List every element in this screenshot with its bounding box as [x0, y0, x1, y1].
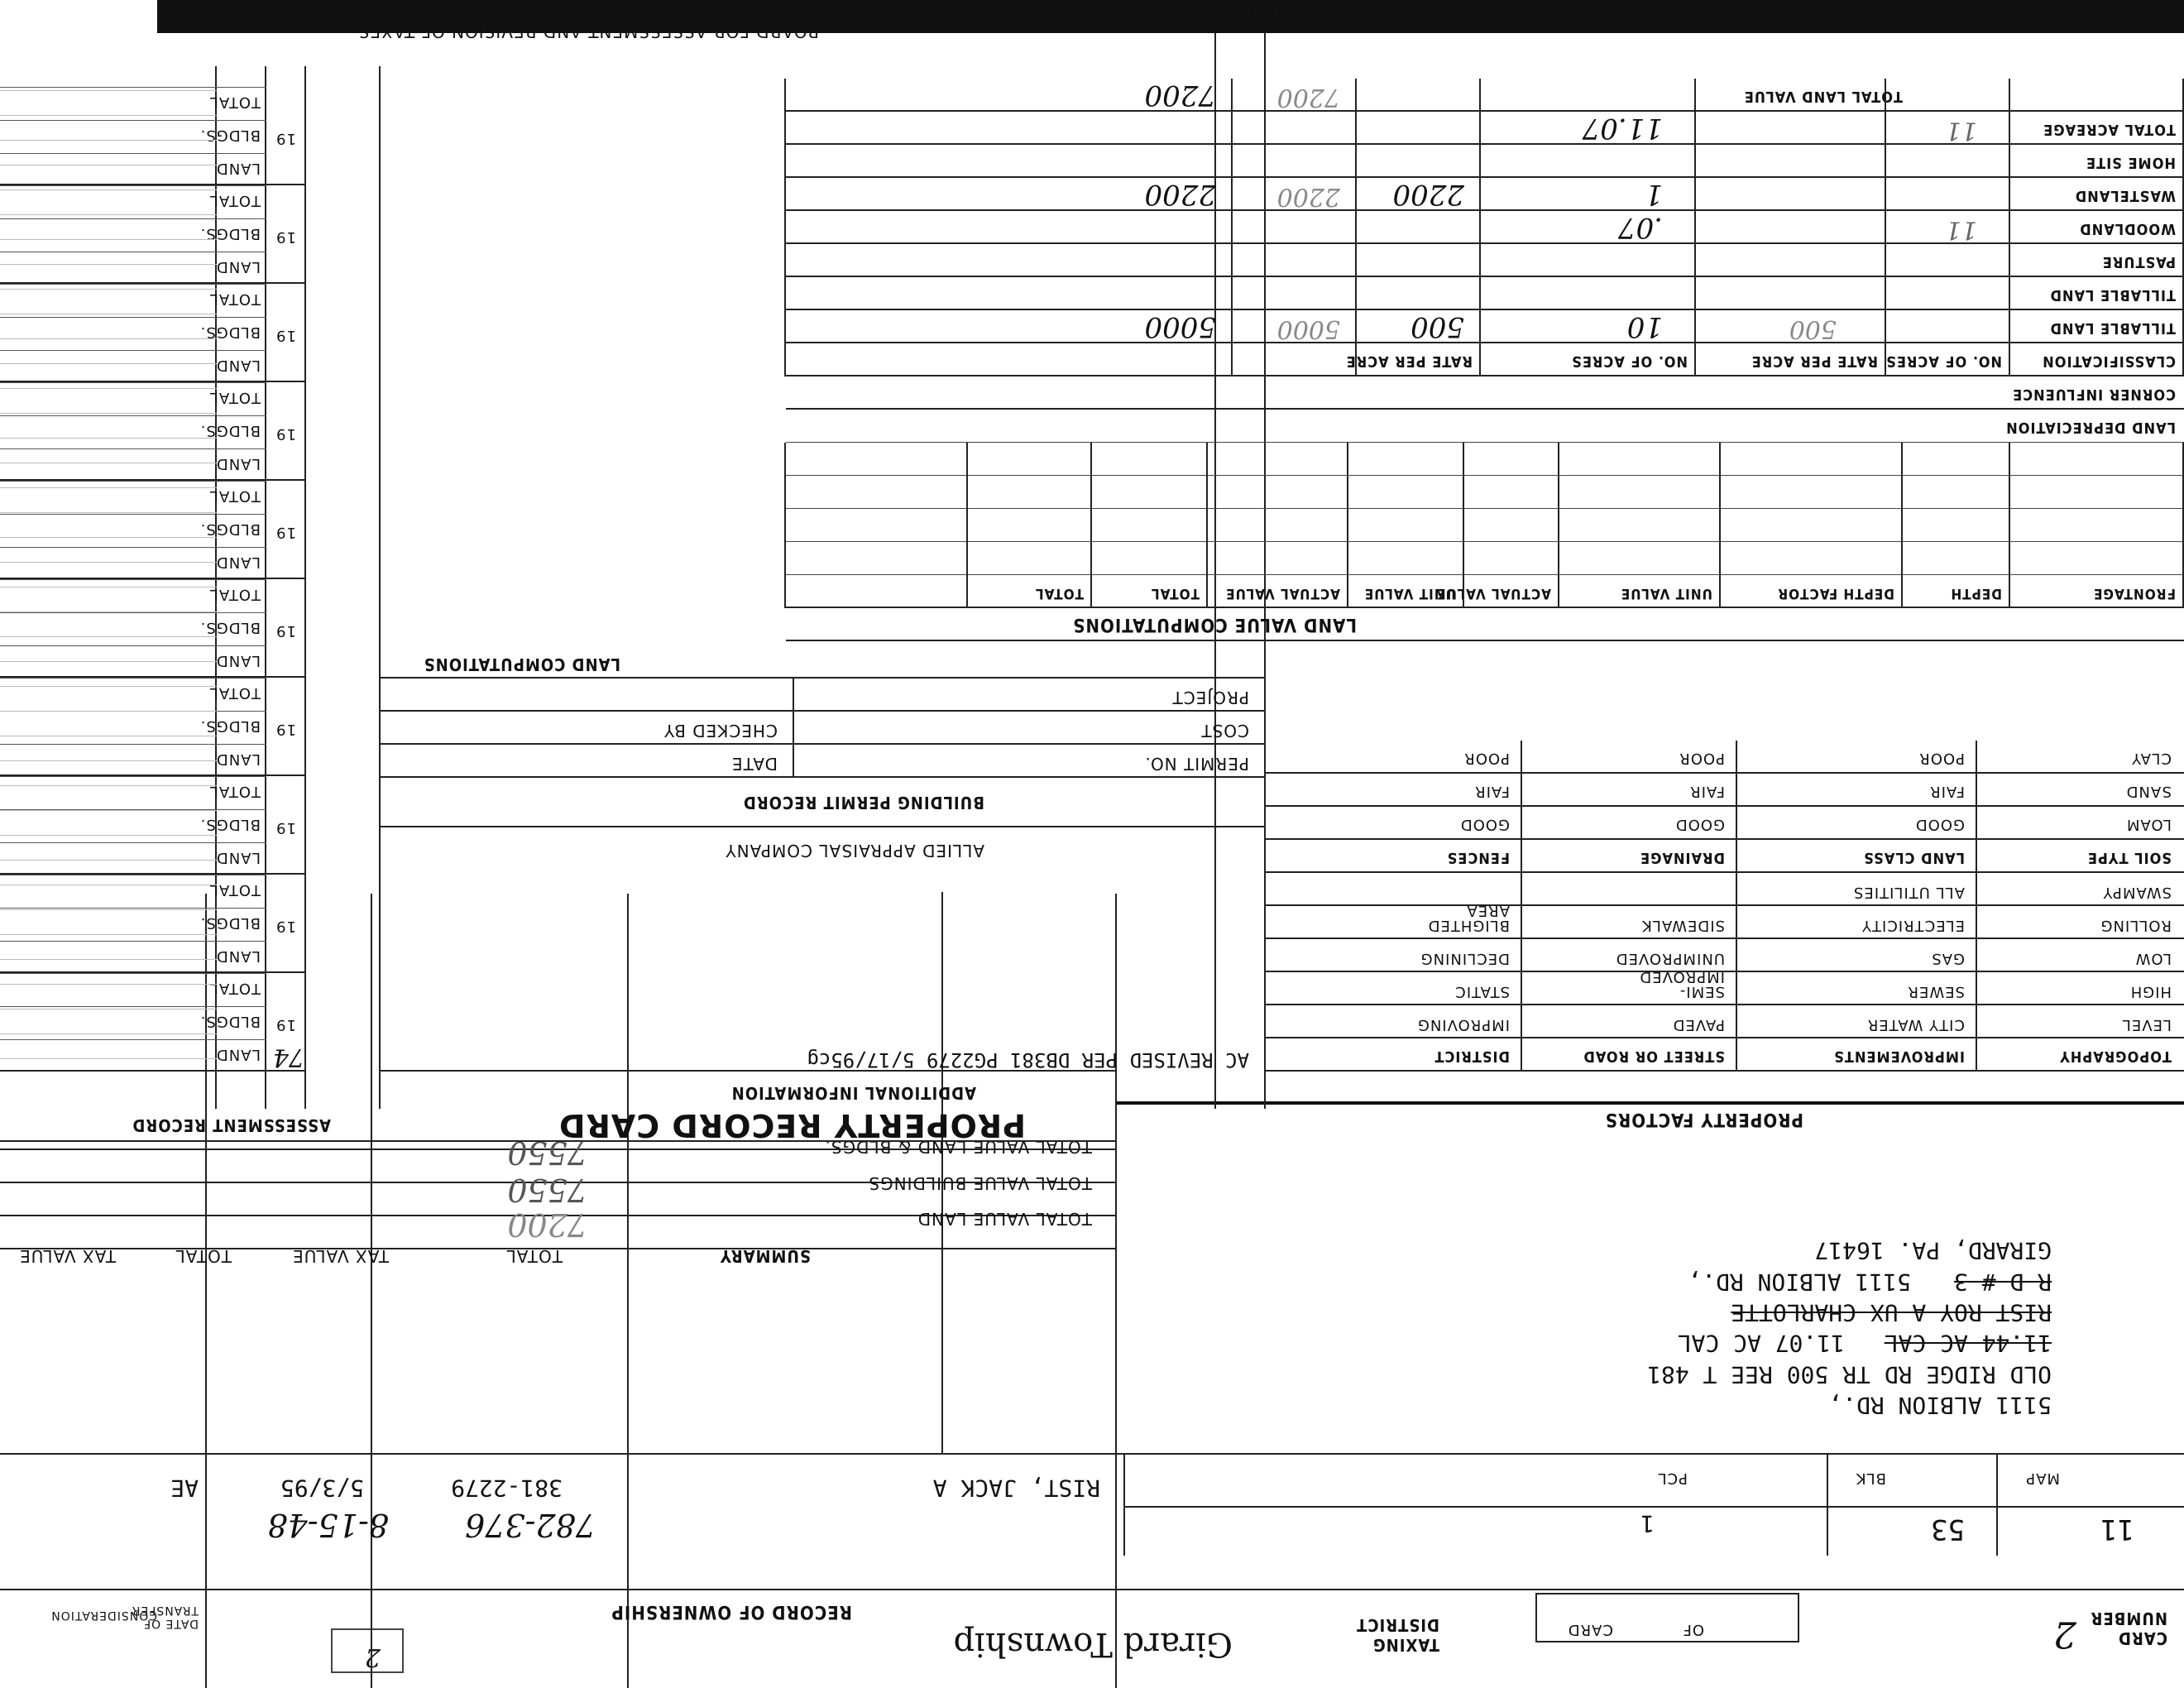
soil-header: SOIL TYPE	[2086, 849, 2172, 866]
assessment-ruled-line	[0, 711, 217, 712]
owner-date-2: 8-15-48	[267, 1507, 389, 1543]
card-number-label: CARD NUMBER	[2090, 1609, 2167, 1648]
assessment-row-line	[0, 908, 266, 909]
address-line1: 5111 ALBION RD.,	[1828, 1392, 2052, 1419]
assessment-row-label: BLDGS.	[199, 422, 261, 439]
consideration-label: CONSIDERATION	[50, 1609, 157, 1622]
assessment-row-line	[0, 941, 266, 942]
assessment-row-line	[0, 185, 266, 186]
additional-info-title: ADDITIONAL INFORMATION	[730, 1083, 976, 1103]
acreage-row-label: HOME SITE	[2086, 154, 2176, 171]
factor-cell: SIDEWALK	[1641, 917, 1725, 934]
assessment-year-prefix: 19	[275, 327, 296, 344]
assessment-row-label: LAND	[215, 455, 261, 472]
acreage-header: RATE PER ACRE	[1751, 352, 1878, 370]
acreage-row-line	[786, 176, 2184, 178]
factor-cell: LOW	[2134, 950, 2172, 967]
assessment-group-divider	[0, 381, 306, 382]
address-line6: GIRARD, PA. 16417	[1814, 1237, 2052, 1264]
assessment-row-label: BLDGS.	[199, 1013, 261, 1030]
assessment-row-label: LAND	[215, 947, 261, 965]
factor-cell: IMPROVING	[1416, 1016, 1510, 1033]
soil-cell: LOAM	[2125, 816, 2172, 833]
assessment-ruled-line	[0, 1058, 217, 1059]
lv-blank-row	[786, 442, 2184, 443]
soil-header: DRAINAGE	[1640, 849, 1725, 866]
factor-cell: ROLLING	[2100, 917, 2172, 934]
lv-col	[1206, 443, 1208, 608]
soil-row-line	[1266, 838, 2184, 840]
assessment-row-label: LAND	[215, 1046, 261, 1063]
lv-col	[1558, 443, 1559, 608]
card-number-value: 2	[2053, 1613, 2076, 1655]
acreage-row-label: TILLABLE LAND	[2049, 319, 2176, 337]
address-line2: OLD RIDGE RD TR 500 REE T 481	[1647, 1361, 2052, 1388]
acreage-col	[1355, 79, 1357, 376]
acreage-acres2: 1	[1645, 178, 1663, 211]
ownership-title: RECORD OF OWNERSHIP	[611, 1601, 852, 1622]
assessment-row-line	[0, 1039, 266, 1040]
assessment-ruled-line	[0, 90, 217, 91]
soil-cell: POOR	[1679, 750, 1725, 767]
factor-cell: UNIMPROVED	[1615, 950, 1725, 967]
lv-top	[786, 640, 2184, 641]
acreage-header: RATE PER ACRE	[1345, 352, 1473, 370]
owner-consideration-1: AE	[170, 1475, 199, 1502]
building-permit-title: BUILDING PERMIT RECORD	[742, 793, 984, 813]
assessment-year-prefix: 19	[275, 130, 296, 147]
assessment-year-prefix: 19	[275, 819, 296, 837]
lv-col	[1090, 443, 1092, 608]
factor-row-line	[1266, 938, 2184, 939]
lv-header: TOTAL	[1150, 585, 1200, 602]
assessment-row-label: TOTAL	[208, 586, 261, 603]
acreage-col	[784, 79, 786, 376]
assessment-row-label: TOTAL	[208, 684, 261, 702]
assessment-row-label: BLDGS.	[199, 520, 261, 538]
acreage-row-line	[786, 342, 2184, 343]
assessment-row-line	[0, 973, 266, 974]
factor-cell: HIGH	[2129, 983, 2172, 1000]
lv-header: DEPTH	[1950, 585, 2002, 602]
lv-col	[784, 443, 786, 608]
allied-appraisal: ALLIED APPRAISAL COMPANY	[725, 841, 984, 861]
assessment-row-line	[0, 744, 266, 745]
ownership-table	[0, 894, 1117, 1688]
assessment-row-label: BLDGS.	[199, 225, 261, 242]
assessment-ruled-line	[0, 214, 217, 215]
assessment-row-line	[0, 218, 266, 219]
lv-header: TOTAL	[1034, 585, 1084, 602]
assessment-row-label: LAND	[215, 258, 261, 276]
assessment-ruled-line	[0, 810, 217, 811]
lv-blank-row	[786, 508, 2184, 509]
pcl-label: PCL	[1657, 1470, 1688, 1487]
soil-cell: CLAY	[2131, 750, 2172, 767]
acreage-value1: 2200	[1276, 182, 1340, 211]
lv-header: ACTUAL VALUE	[1436, 585, 1551, 602]
acreage-rate2: 2200	[1392, 178, 1464, 211]
total-acreage-label: TOTAL ACREAGE	[2043, 121, 2176, 138]
assessment-row-line	[0, 350, 266, 351]
assessment-row-label: BLDGS.	[199, 914, 261, 932]
assessment-record-title: ASSESSMENT RECORD	[132, 1115, 331, 1135]
assessment-row-label: LAND	[215, 849, 261, 866]
assessment-ruled-line	[0, 686, 217, 687]
assessment-ruled-line	[0, 264, 217, 265]
soil-cell: GOOD	[1674, 816, 1725, 833]
lv-col	[1901, 443, 1903, 608]
owner-date-1: 5/3/95	[280, 1475, 364, 1502]
acreage-col	[1885, 79, 1886, 376]
assessment-row-label: TOTAL	[208, 192, 261, 209]
assessment-row-line	[0, 842, 266, 843]
assessment-group-divider	[0, 578, 306, 579]
assessment-row-line	[0, 776, 266, 777]
lv-blank-row	[786, 574, 2184, 575]
assessment-row-line	[0, 547, 266, 548]
acreage-value2: 2200	[1144, 178, 1216, 211]
assessment-row-label: LAND	[215, 652, 261, 669]
acreage-col	[1231, 79, 1233, 376]
assessment-ruled-line	[0, 115, 217, 116]
factor-cell: SEMI- IMPROVED	[1639, 968, 1725, 1000]
address-line4-struck: RIST ROY A UX CHARLOTTE	[1731, 1299, 2052, 1326]
assessment-row-line	[0, 645, 266, 646]
assessment-row-label: TOTAL	[208, 980, 261, 997]
acreage-header: NO. OF ACRES	[1571, 352, 1688, 370]
assessment-ruled-line	[0, 413, 217, 414]
factor-row-line	[1266, 1037, 2184, 1038]
acreage-value2: 5000	[1144, 310, 1216, 343]
factor-cell: DECLINING	[1420, 950, 1510, 967]
soil-cell: SAND	[2125, 783, 2172, 800]
assessment-row-label: BLDGS.	[199, 619, 261, 636]
lv-head-line	[786, 607, 2184, 608]
permit-checked-label: CHECKED BY	[663, 721, 778, 741]
acreage-row-label: WASTELAND	[2074, 187, 2176, 204]
assessment-row-label: LAND	[215, 160, 261, 177]
summary-row-land: TOTAL VALUE LAND	[917, 1209, 1092, 1229]
assessment-year-prefix: 19	[275, 1016, 296, 1033]
assessment-group-divider	[0, 184, 306, 185]
factor-cell: ALL UTILITIES	[1852, 884, 1965, 901]
assessment-row-line	[0, 612, 266, 613]
assessment-row-line	[0, 153, 266, 154]
soil-row-line	[1266, 772, 2184, 774]
lv-col	[1347, 443, 1348, 608]
acreage-rate1: 500	[1789, 314, 1837, 343]
factor-row-line	[1266, 904, 2184, 906]
owner-deed-2: 782-376	[465, 1507, 596, 1543]
assessment-row-label: TOTAL	[208, 290, 261, 308]
assessment-year-prefix: 19	[275, 524, 296, 541]
assessment-ruled-line	[0, 636, 217, 637]
factor-header: IMPROVEMENTS	[1833, 1048, 1965, 1065]
pcl-value: 1	[1640, 1510, 1655, 1537]
assessment-row-line	[0, 1006, 266, 1007]
assessment-ruled-line	[0, 785, 217, 786]
soil-row-line	[1266, 805, 2184, 807]
acreage-row-line	[786, 209, 2184, 211]
lv-line	[786, 110, 2184, 112]
assessment-row-line	[0, 415, 266, 416]
blk-label: BLK	[1855, 1470, 1886, 1487]
assessment-year-prefix: 19	[275, 918, 296, 935]
lv-blank-row	[786, 475, 2184, 476]
factor-row-line	[1266, 1004, 2184, 1005]
acreage-acres2: 10	[1626, 310, 1663, 343]
permit-no-label: PERMIT NO.	[1144, 754, 1249, 774]
corner-influence-label: CORNER INFLUENCE	[2012, 386, 2176, 403]
summary-total-col: TOTAL	[505, 1246, 563, 1266]
assessment-row-line	[0, 120, 266, 121]
factor-cell: SEWER	[1907, 983, 1965, 1000]
assessment-row-label: LAND	[215, 750, 261, 768]
soil-cell: FAIR	[1474, 783, 1510, 800]
of-label: OF	[1682, 1621, 1704, 1638]
assessment-group-divider	[0, 971, 306, 973]
factor-cell: STATIC	[1454, 983, 1510, 1000]
factor-cell: GAS	[1931, 950, 1965, 967]
assessment-group-divider	[0, 774, 306, 776]
assessment-group-divider	[0, 873, 306, 875]
lv-line	[786, 408, 2184, 410]
acreage-row-label: TILLABLE LAND	[2049, 286, 2176, 304]
assessment-row-label: TOTAL	[208, 881, 261, 899]
acreage-col	[1694, 79, 1696, 376]
land-value-title: LAND VALUE COMPUTATIONS	[1072, 614, 1357, 635]
soil-cell: FAIR	[1689, 783, 1725, 800]
assessment-ruled-line	[0, 537, 217, 538]
property-record-card-title: PROPERTY RECORD CARD	[558, 1107, 1026, 1144]
lv-header: DEPTH FACTOR	[1777, 585, 1894, 602]
acreage-row-line	[786, 309, 2184, 310]
lv-line	[786, 375, 2184, 376]
additional-info-text: AC REVISED PER DB381 PG2279 5/17/95cg	[807, 1048, 1249, 1072]
property-factors-title: PROPERTY FACTORS	[1604, 1109, 1803, 1129]
assessment-row-label: BLDGS.	[199, 816, 261, 833]
assessment-ruled-line	[0, 388, 217, 389]
assessment-group-divider	[0, 479, 306, 481]
acreage-acres2: .07	[1617, 211, 1663, 244]
assessment-ruled-line	[0, 835, 217, 836]
soil-header: LAND CLASS	[1863, 849, 1965, 866]
assessment-row-line	[0, 317, 266, 318]
address-line5-value: 5111 ALBION RD.,	[1688, 1268, 1911, 1296]
factor-cell: ELECTRICITY	[1861, 917, 1965, 934]
assessment-row-label: BLDGS.	[199, 717, 261, 735]
assessment-row-line	[0, 87, 266, 88]
factor-header: DISTRICT	[1434, 1048, 1510, 1065]
assessment-first-year-note: 74	[272, 1043, 304, 1072]
assessment-row-label: TOTAL	[208, 783, 261, 800]
assessment-ruled-line	[0, 959, 217, 960]
acreage-col	[2009, 79, 2010, 376]
factor-cell: LEVEL	[2121, 1016, 2172, 1033]
assessment-ruled-line	[0, 909, 217, 910]
assessment-group-divider	[0, 1070, 306, 1072]
board-header: BOARD FOR ASSESSMENT AND REVISION OF TAXES	[357, 22, 819, 41]
total-land-value-1: 7200	[1276, 83, 1340, 112]
acreage-rate2: 500	[1410, 310, 1464, 343]
factor-col-line	[1521, 741, 1522, 1072]
acreage-row-line	[786, 276, 2184, 277]
land-depreciation-label: LAND DEPRECIATION	[2005, 419, 2176, 436]
lv-blank-row	[786, 541, 2184, 542]
blk-value: 53	[1931, 1513, 1965, 1546]
total-acreage-2: 11.07	[1582, 112, 1663, 145]
address-line5-struck: R D # 3	[1953, 1268, 2052, 1296]
lv-col	[1719, 443, 1721, 608]
summary-row-land-bldgs-value: 7550	[507, 1134, 587, 1171]
assessment-ruled-line	[0, 1033, 217, 1034]
map-label: MAP	[2025, 1470, 2060, 1487]
lv-col	[966, 443, 968, 608]
assessment-ruled-line	[0, 239, 217, 240]
factor-col-line	[1976, 741, 1977, 1072]
soil-cell: FAIR	[1929, 783, 1965, 800]
assessment-row-label: LAND	[215, 554, 261, 571]
lv-header: FRONTAGE	[2093, 585, 2176, 602]
assessment-row-line	[0, 678, 266, 679]
assessment-ruled-line	[0, 611, 217, 612]
acreage-row-label: PASTURE	[2101, 253, 2176, 271]
factor-header: STREET OR ROAD	[1583, 1048, 1725, 1065]
lv-col	[2009, 443, 2010, 608]
assessment-ruled-line	[0, 338, 217, 339]
assessment-ruled-line	[0, 289, 217, 290]
assessment-ruled-line	[0, 363, 217, 364]
assessment-ruled-line	[0, 860, 217, 861]
assessment-ruled-line	[0, 661, 217, 662]
acreage-col	[1479, 79, 1481, 376]
assessment-year-prefix: 19	[275, 228, 296, 246]
assessment-row-line	[0, 579, 266, 580]
factor-col-line	[1736, 741, 1737, 1072]
permit-date-label: DATE	[730, 754, 778, 774]
factor-col-line	[1264, 741, 1266, 1072]
summary-tax-value-col-2: TAX VALUE	[19, 1246, 116, 1266]
lv-header: UNIT VALUE	[1363, 585, 1456, 602]
factor-cell: CITY WATER	[1866, 1016, 1965, 1033]
total-land-value-2: 7200	[1144, 79, 1216, 112]
card-label: CARD	[1567, 1621, 1613, 1638]
assessment-row-line	[0, 382, 266, 383]
revaluation-header: REVALUATION OF ERIE COUNTY, PENNSYLVANIA	[938, 5, 1365, 25]
assessment-year-prefix: 19	[275, 622, 296, 640]
summary-header: SUMMARY	[719, 1246, 811, 1266]
owner-name-1: RIST, JACK A	[932, 1475, 1100, 1502]
soil-cell: GOOD	[1459, 816, 1510, 833]
assessment-ruled-line	[0, 562, 217, 563]
township-stamp: Girard Township	[953, 1625, 1233, 1663]
soil-cell: POOR	[1918, 750, 1965, 767]
soil-cell: GOOD	[1914, 816, 1965, 833]
summary-tax-value-col: TAX VALUE	[292, 1246, 389, 1266]
acreage-value1: 5000	[1276, 314, 1340, 343]
assessment-ruled-line	[0, 512, 217, 513]
map-value: 11	[2100, 1513, 2134, 1546]
factors-top	[1266, 1070, 2184, 1072]
assessment-ruled-line	[0, 438, 217, 439]
lv-col	[1463, 443, 1464, 608]
assessment-group-divider	[0, 676, 306, 678]
factor-row-line	[1266, 971, 2184, 972]
factor-cell: SWAMPY	[2102, 884, 2172, 901]
assessment-ruled-line	[0, 487, 217, 488]
permit-cost-label: COST	[1200, 721, 1249, 741]
assessment-row-label: TOTAL	[208, 487, 261, 505]
total-acreage-1: 11	[1945, 116, 1977, 145]
factor-header: TOPOGRAPHY	[2059, 1048, 2172, 1065]
soil-header: FENCES	[1446, 849, 1510, 866]
assessment-row-label: LAND	[215, 357, 261, 374]
acreage-header: NO. OF ACRES	[1885, 352, 2002, 370]
assessment-ruled-line	[0, 984, 217, 985]
assessment-ruled-line	[0, 140, 217, 141]
assessment-year-prefix: 19	[275, 425, 296, 443]
assessment-row-label: TOTAL	[208, 389, 261, 406]
acreage-acres1: 11	[1945, 215, 1977, 244]
permit-project-label: PROJECT	[1171, 688, 1249, 707]
assessment-row-label: BLDGS.	[199, 324, 261, 341]
lv-header: UNIT VALUE	[1620, 585, 1712, 602]
land-computations-label: LAND COMPUTATIONS	[423, 655, 620, 674]
total-land-value-label: TOTAL LAND VALUE	[1743, 88, 1903, 105]
assessment-row-label: BLDGS.	[199, 127, 261, 144]
transfer-date-label: DATE OF TRANSFER	[131, 1604, 199, 1630]
factor-cell: PAVED	[1672, 1016, 1725, 1033]
assessment-row-line	[0, 284, 266, 285]
assessment-ruled-line	[0, 189, 217, 190]
factor-cell: BLIGHTED AREA	[1427, 902, 1510, 934]
assessment-row-line	[0, 481, 266, 482]
taxing-district-label: TAXING DISTRICT	[1356, 1615, 1439, 1655]
assessment-row-line	[0, 514, 266, 515]
lv-header: ACTUAL VALUE	[1225, 585, 1340, 602]
assessment-group-divider	[0, 282, 306, 284]
summary-total-col-2: TOTAL	[175, 1246, 232, 1266]
stamp-box-value: 2	[364, 1642, 381, 1671]
summary-row-buildings-value: 7550	[507, 1172, 587, 1208]
summary-row-buildings: TOTAL VALUE BUILDINGS	[868, 1173, 1092, 1193]
address-line3-struck: 11.44 AC CAL	[1884, 1330, 2052, 1357]
soil-cell: POOR	[1463, 750, 1510, 767]
summary-row-land-value: 7200	[507, 1206, 587, 1243]
assessment-ruled-line	[0, 934, 217, 935]
assessment-row-line	[0, 448, 266, 449]
assessment-row-label: TOTAL	[208, 94, 261, 111]
assessment-year-prefix: 19	[275, 721, 296, 738]
owner-deed-1: 381-2279	[451, 1475, 563, 1502]
assessment-ruled-line	[0, 760, 217, 761]
summary-row-land-bldgs: TOTAL VALUE LAND & BLDGS.	[824, 1137, 1092, 1157]
acreage-row-label: WOODLAND	[2079, 220, 2176, 237]
soil-line	[1266, 871, 2184, 873]
address-line3-value: 11.07 AC CAL	[1677, 1330, 1845, 1357]
acreage-header: CLASSIFICATION	[2042, 352, 2176, 370]
